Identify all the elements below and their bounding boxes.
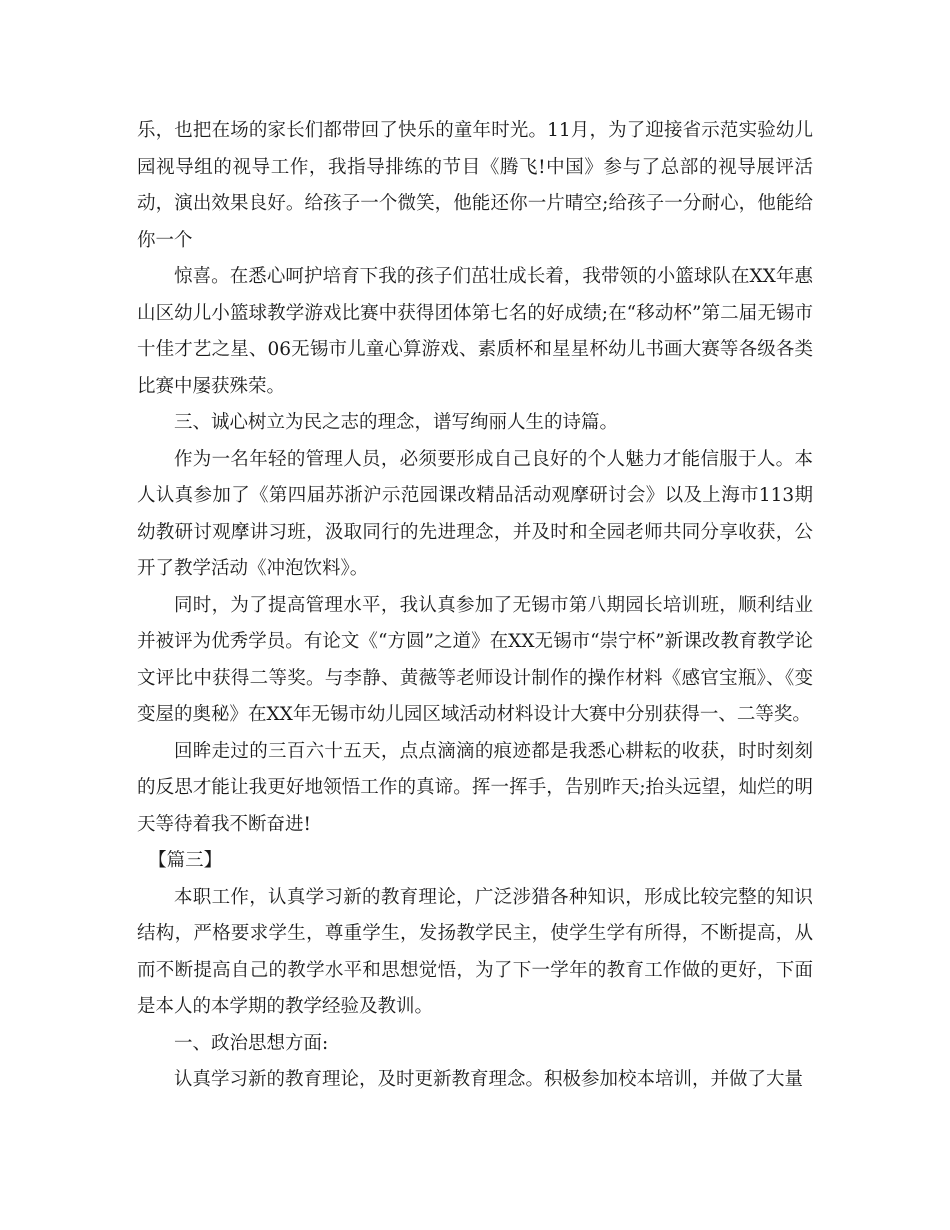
paragraph-5: 回眸走过的三百六十五天，点点滴滴的痕迹都是我悉心耕耘的收获，时时刻刻的反思才能让我更好地领悟工作的真谛。挥一挥手，告别昨天;抬头远望，灿烂的明天等待着我不断奋进! <box>137 740 813 835</box>
section-heading-one: 一、政治思想方面: <box>174 1032 329 1054</box>
chapter-heading: 【篇三】 <box>148 850 223 871</box>
paragraph-7: 认真学习新的教育理论，及时更新教育理念。积极参加校本培训，并做了大量 <box>174 1069 804 1090</box>
document-body <box>137 113 813 1099</box>
paragraph-1: 乐，也把在场的家长们都带回了快乐的童年时光。11月，为了迎接省示范实验幼儿园视导组的视导工作，我指导排练的节目《腾飞!中国》参与了总部的视导展评活动，演出效果良好。给孩子一个微笑，他能还你一片晴空;给孩子一分耐心，他能给你一个 <box>137 120 813 251</box>
section-heading-three: 三、诚心树立为民之志的理念，谱写绚丽人生的诗篇。 <box>174 412 619 433</box>
paragraph-4: 同时，为了提高管理水平，我认真参加了无锡市第八期园长培训班，顺利结业并被评为优秀学员。有论文《“方圆”之道》在XX无锡市“崇宁杯”新课改教育教学论文评比中获得二等奖。与李静、黄薇等老师设计制作的操作材料《感官宝瓶》、《变变屋的奥秘》在XX年无锡市幼儿园区域活动材料设计大赛中分别获得一、二等奖。 <box>137 594 813 725</box>
paragraph-2: 惊喜。在悉心呵护培育下我的孩子们茁壮成长着，我带领的小篮球队在XX年惠山区幼儿小篮球教学游戏比赛中获得团体第七名的好成绩;在“移动杯”第二届无锡市十佳才艺之星、06无锡市儿童心算游戏、素质杯和星星杯幼儿书画大赛等各级各类比赛中屡获殊荣。 <box>137 266 813 397</box>
paragraph-3: 作为一名年轻的管理人员，必须要形成自己良好的个人魅力才能信服于人。本人认真参加了《第四届苏浙沪示范园课改精品活动观摩研讨会》以及上海市113期幼教研讨观摩讲习班，汲取同行的先进理念，并及时和全园老师共同分享收获，公开了教学活动《冲泡饮料》。 <box>137 448 813 579</box>
paragraph-6: 本职工作，认真学习新的教育理论，广泛涉猎各种知识，形成比较完整的知识结构，严格要求学生，尊重学生，发扬教学民主，使学生学有所得，不断提高，从而不断提高自己的教学水平和思想觉悟，为了下一学年的教育工作做的更好，下面是本人的本学期的教学经验及教训。 <box>137 886 813 1017</box>
